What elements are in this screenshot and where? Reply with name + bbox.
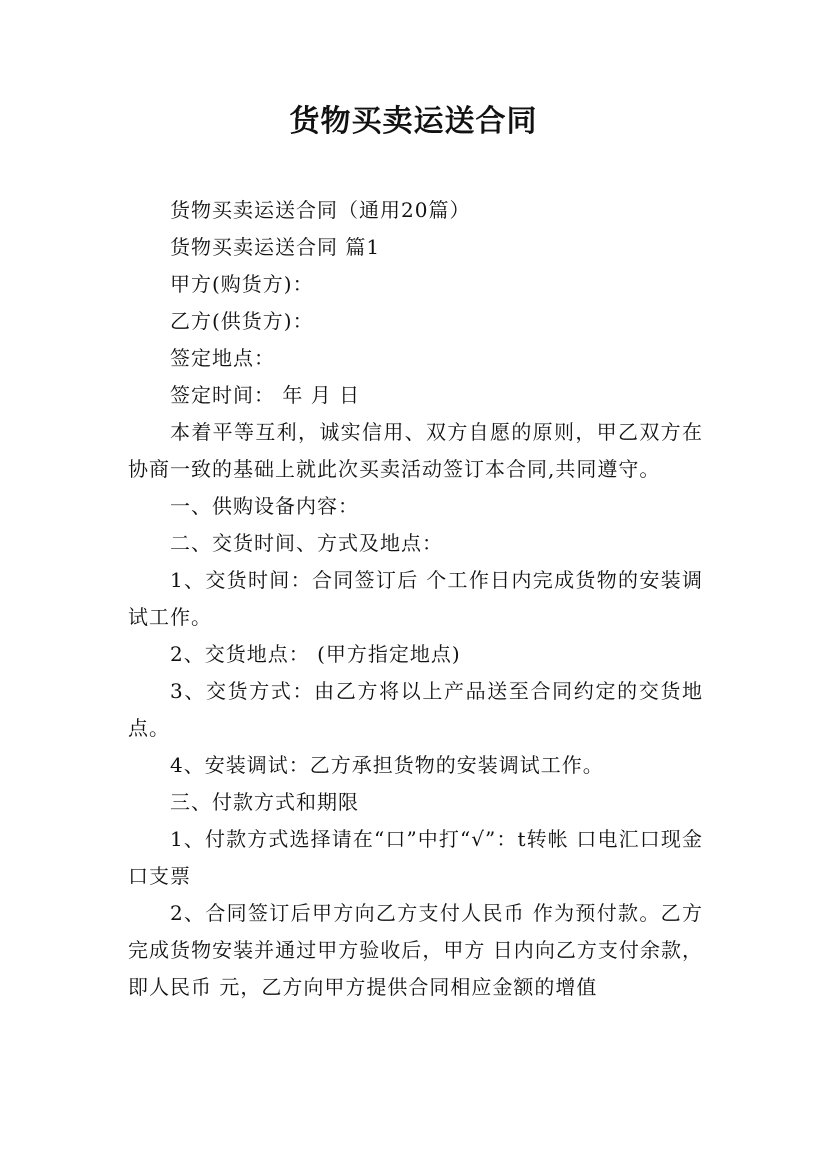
paragraph-clause-1: 一、供购设备内容： — [170, 494, 359, 518]
paragraph-subtitle: 货物买卖运送合同（通用20篇） — [170, 198, 471, 222]
paragraph-installation: 4、安装调试：乙方承担货物的安装调试工作。 — [170, 753, 604, 777]
document-body — [128, 192, 703, 1006]
paragraph-signing-date: 签定时间： 年 月 日 — [170, 383, 361, 407]
paragraph-clause-2: 二、交货时间、方式及地点： — [170, 531, 443, 555]
paragraph-delivery-time: 1、交货时间：合同签订后 个工作日内完成货物的安装调试工作。 — [128, 568, 703, 629]
paragraph-payment-method: 1、付款方式选择请在“口”中打“√”：t转帐 口电汇口现金 口支票 — [128, 827, 703, 888]
paragraph-preamble: 本着平等互利，诚实信用、双方自愿的原则，甲乙双方在协商一致的基础上就此次买卖活动签订本合同,共同遵守。 — [128, 420, 703, 481]
paragraph-party-b: 乙方(供货方)： — [170, 309, 314, 333]
paragraph-signing-place: 签定地点： — [170, 346, 275, 370]
document-title: 货物买卖运送合同 — [289, 104, 538, 139]
paragraph-delivery-place: 2、交货地点： (甲方指定地点) — [170, 642, 461, 666]
paragraph-section-heading: 货物买卖运送合同 篇1 — [170, 235, 381, 259]
paragraph-payment-terms: 2、合同签订后甲方向乙方支付人民币 作为预付款。乙方完成货物安装并通过甲方验收后，甲方 日内向乙方支付余款，即人民币 元，乙方向甲方提供合同相应金额的增值 — [128, 901, 703, 999]
paragraph-party-a: 甲方(购货方)： — [170, 272, 314, 296]
paragraph-clause-3: 三、付款方式和期限 — [170, 790, 359, 814]
paragraph-delivery-method: 3、交货方式：由乙方将以上产品送至合同约定的交货地点。 — [128, 679, 703, 740]
